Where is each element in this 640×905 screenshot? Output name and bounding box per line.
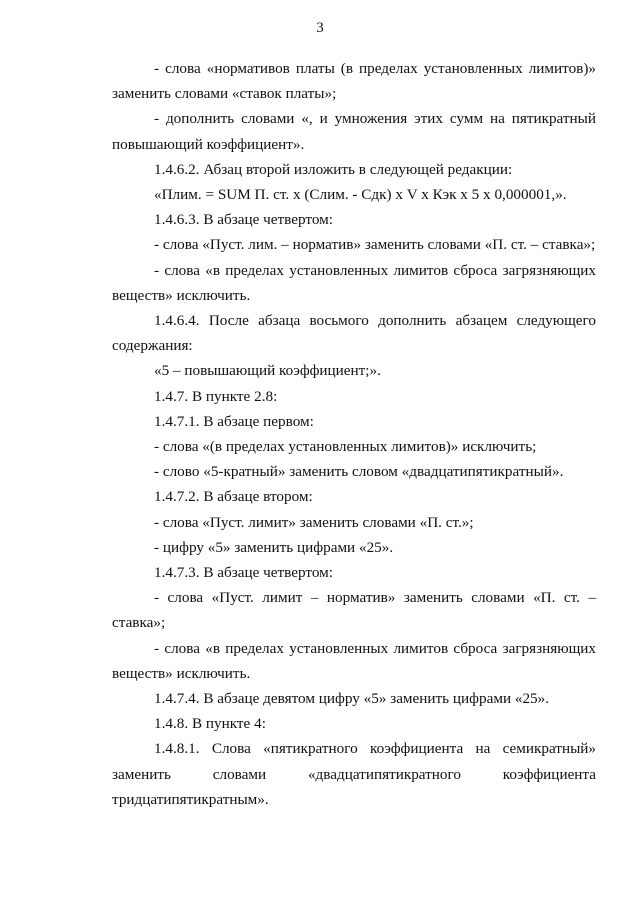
paragraph: - слова «(в пределах установленных лимитов)» исключить; — [154, 438, 537, 456]
paragraph: 1.4.7. В пункте 2.8: — [154, 387, 278, 405]
paragraph: - дополнить словами «, и умножения этих сумм на пятикратный повышающий коэффициент». — [112, 110, 596, 153]
paragraph: - слова «нормативов платы (в пределах установленных лимитов)» заменить словами «ставок платы»; — [112, 60, 596, 103]
paragraph: «5 – повышающий коэффициент;». — [154, 362, 381, 380]
paragraph: 1.4.6.2. Абзац второй изложить в следующей редакции: — [154, 160, 513, 178]
paragraph: - цифру «5» заменить цифрами «25». — [154, 538, 394, 556]
paragraph: 1.4.7.2. В абзаце втором: — [154, 488, 313, 506]
paragraph: - слова «в пределах установленных лимитов сброса загрязняющих веществ» исключить. — [112, 261, 596, 304]
paragraph: «Плим. = SUM П. ст. х (Слим. - Сдк) х V х Кэк х 5 х 0,000001,». — [154, 186, 567, 204]
paragraph: 1.4.7.4. В абзаце девятом цифру «5» заменить цифрами «25». — [154, 690, 550, 708]
paragraph: - слово «5-кратный» заменить словом «двадцатипятикратный». — [154, 463, 564, 481]
paragraph: 1.4.7.3. В абзаце четвертом: — [154, 564, 333, 582]
paragraph: 1.4.6.4. После абзаца восьмого дополнить абзацем следующего содержания: — [112, 312, 596, 355]
paragraph: 1.4.8. В пункте 4: — [154, 715, 266, 733]
paragraph: - слова «Пуст. лим. – норматив» заменить словами «П. ст. – ставка»; — [154, 236, 596, 254]
paragraph: - слова «Пуст. лимит – норматив» заменить словами «П. ст. – ставка»; — [112, 589, 596, 632]
paragraph: 1.4.6.3. В абзаце четвертом: — [154, 211, 333, 229]
paragraph: 1.4.8.1. Слова «пятикратного коэффициента на семикратный» заменить словами «двадцатипятикратного коэффициента тридцатипятикратным». — [112, 740, 596, 808]
paragraph: - слова «Пуст. лимит» заменить словами «П. ст.»; — [154, 513, 474, 531]
paragraph: - слова «в пределах установленных лимитов сброса загрязняющих веществ» исключить. — [112, 639, 596, 682]
page-number: 3 — [316, 20, 324, 36]
paragraph: 1.4.7.1. В абзаце первом: — [154, 412, 314, 430]
document-body — [112, 56, 596, 812]
